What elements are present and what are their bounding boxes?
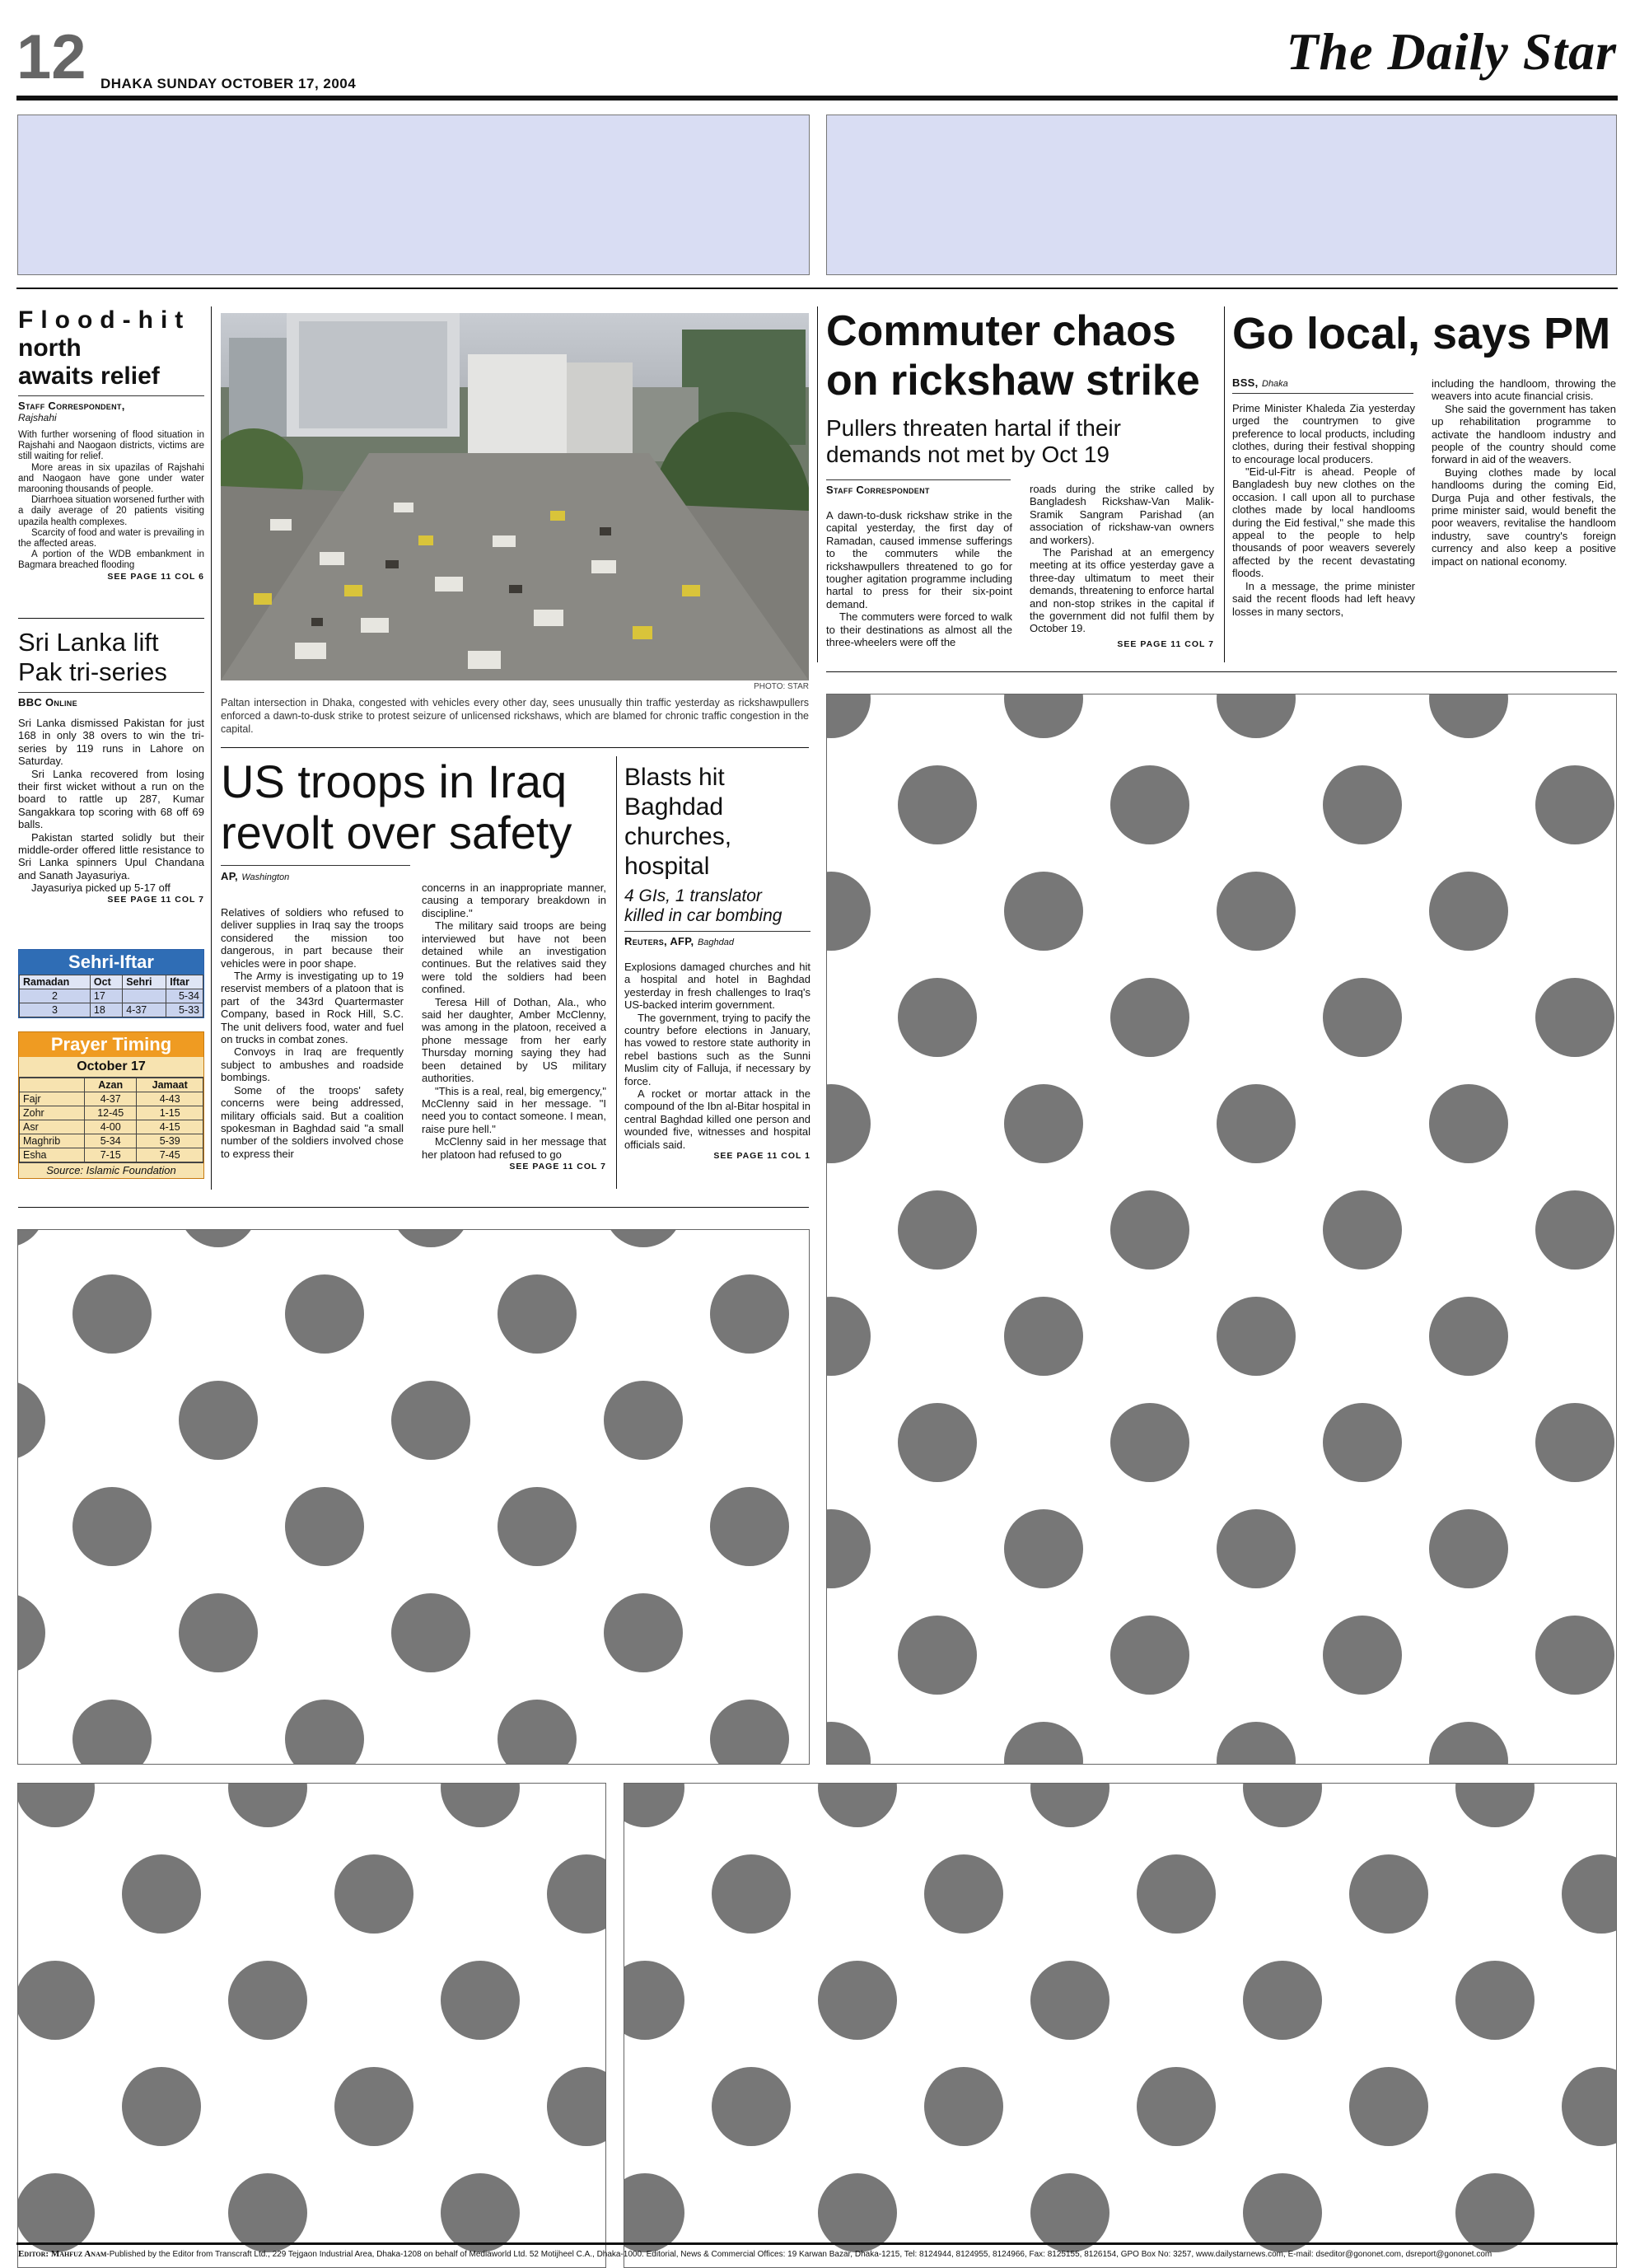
pm-column-2	[1432, 377, 1616, 568]
prayer-source: Source: Islamic Foundation	[19, 1162, 203, 1178]
cricket-story	[18, 628, 204, 905]
baghdad-place: Baghdad	[697, 938, 734, 947]
flood-headline-2: awaits relief	[18, 362, 160, 390]
divider	[221, 747, 809, 748]
flood-kicker: Flood-hit	[18, 306, 191, 334]
newspaper-logo: The Daily Star	[1286, 22, 1617, 81]
cricket-paragraph: Jayasuriya picked up 5-17 off	[31, 881, 171, 895]
table-header	[20, 1078, 85, 1092]
baghdad-paragraph: The government, trying to pacify the country before elections in January, has vowed to restore state authority in rebel bastions such as the Sunni Muslim city of Falluja, if necessary by force.	[624, 1011, 810, 1087]
table-cell: 5-34	[166, 989, 203, 1003]
table-cell: Asr	[20, 1120, 85, 1134]
iraq-headline-2: revolt over safety	[221, 807, 572, 858]
divider	[826, 671, 1617, 672]
cricket-headline-1: Sri Lanka lift	[18, 628, 159, 657]
footer-rule	[16, 2242, 1618, 2245]
pm-paragraph: including the handloom, throwing the weavers into acute financial crisis.	[1432, 377, 1616, 403]
ad-placeholder-right-large	[826, 694, 1617, 1765]
column-divider	[211, 306, 212, 1190]
column-divider	[1224, 306, 1225, 662]
column-divider	[817, 306, 818, 662]
traffic-photo-image	[221, 313, 809, 680]
table-cell: Zohr	[20, 1106, 85, 1120]
pm-paragraph: "Eid-ul-Fitr is ahead. People of Bangladesh buy new clothes on the occasion. I call upon all to purchase clothes made by local handlooms during the Eid festival," she made this appeal to the people to help thousands of poor weavers severely affected by the recent devastating floods.	[1232, 465, 1415, 580]
table-row	[20, 989, 203, 1003]
baghdad-headline-1: Blasts hit	[624, 764, 725, 791]
table-header: Ramadan	[20, 975, 91, 989]
commuter-jump: SEE PAGE 11 COL 7	[1117, 638, 1214, 649]
table-cell: Fajr	[20, 1092, 85, 1106]
iraq-paragraph: The military said troops are being interviewed but have not been detained while an investigation continues. But the relatives said they were told the soldiers had been confined.	[422, 919, 606, 996]
iraq-paragraph: Some of the troops' safety concerns were being addressed, military officials said. But a coalition spokesman in Baghdad said "a small number of the soldiers involved chose to express their	[221, 1083, 404, 1160]
table-row	[20, 1134, 203, 1148]
iraq-byline: AP,	[221, 870, 238, 882]
baghdad-deck-2: killed in car bombing	[624, 906, 782, 925]
table-cell: 7-45	[137, 1148, 203, 1162]
cricket-paragraph: Sri Lanka dismissed Pakistan for just 168 in only 38 overs to win the tri-series by 119 runs in Lahore on Saturday.	[18, 717, 204, 768]
table-cell: 4-43	[137, 1092, 203, 1106]
cricket-paragraph: Sri Lanka recovered from losing their first wicket without a run on the board to rattle up 287, Kumar Sangakkara top scoring with 68 off 69 balls.	[18, 767, 204, 831]
commuter-paragraph: roads during the strike called by Bangladesh Rickshaw-Van Malik-Sramik Sangram Parishad (an association of rickshaw-van owners and workers).	[1030, 483, 1214, 546]
flood-byline: Staff Correspondent,	[18, 400, 125, 412]
iraq-column-2	[422, 881, 606, 1173]
table-row	[20, 1148, 203, 1162]
traffic-photo	[221, 313, 809, 680]
flood-place: Rajshahi	[18, 412, 57, 423]
iraq-paragraph: Convoys in Iraq are frequently subject to ambushes and roadside bombings.	[221, 1045, 404, 1084]
baghdad-paragraph: A rocket or mortar attack in the compound of the Ibn al-Bitar hospital in central Baghdad killed one person and wounded five, witnesses and hospital officials said.	[624, 1087, 810, 1151]
pm-headline: Go local, says PM	[1232, 309, 1611, 358]
flood-paragraph: Diarrhoea situation worsened further with a daily average of 20 patients visiting upazila health complexes.	[18, 495, 204, 527]
table-header: Sehri	[123, 975, 166, 989]
column-divider	[616, 756, 617, 1189]
baghdad-byline: Reuters, AFP,	[624, 935, 694, 947]
baghdad-headline-3: churches,	[624, 823, 732, 850]
pm-place: Dhaka	[1262, 379, 1288, 389]
iraq-paragraph: The Army is investigating up to 19 reservist members of a platoon that is part of the 343rd Quartermaster Company, based in Rock Hill, S.C. The unit delivers food, water and fuel on trucks in combat zones.	[221, 970, 404, 1046]
section-rule	[16, 288, 1618, 289]
table-cell: 4-37	[85, 1092, 137, 1106]
iraq-paragraph: McClenny said in her message that her platoon had refused to go	[422, 1135, 606, 1161]
table-cell: 18	[90, 1003, 122, 1017]
commuter-byline: Staff Correspondent	[826, 484, 930, 496]
photo-caption: Paltan intersection in Dhaka, congested with vehicles every other day, sees unusually thin traffic yesterday as rickshawpullers enforced a dawn-to-dusk strike to protest seizure of unlicensed rickshaws, which are blamed for chronic traffic congestion in the capital.	[221, 697, 809, 735]
commuter-paragraph: The commuters were forced to walk to their destinations as almost all the three-wheelers were off the	[826, 610, 1012, 649]
flood-paragraph: With further worsening of flood situation in Rajshahi and Naogaon districts, victims are still waiting for relief.	[18, 430, 204, 462]
pm-paragraph: She said the government has taken up rehabilitation programme to activate the handloom industry and people of the country should come forward in aid of the weavers.	[1432, 402, 1616, 466]
table-cell	[123, 989, 166, 1003]
polka-dot-pattern	[18, 1230, 809, 1764]
polka-dot-pattern	[624, 1784, 1616, 2267]
baghdad-headline-2: Baghdad	[624, 793, 724, 821]
commuter-column-1	[826, 509, 1012, 648]
baghdad-deck-1: 4 GIs, 1 translator	[624, 886, 762, 905]
commuter-story	[826, 306, 1218, 468]
pm-byline-block	[1232, 376, 1413, 394]
masthead-rule	[16, 96, 1618, 101]
table-row	[20, 1120, 203, 1134]
commuter-paragraph: A dawn-to-dusk rickshaw strike in the capital yesterday, the first day of Ramadan, caused immense sufferings to the commuters while the rickshawpullers threatened to go for tougher agitation programme including hartal to press for their six-point demand.	[826, 509, 1012, 610]
commuter-deck-1: Pullers threaten hartal if their	[826, 415, 1121, 441]
table-cell: 2	[20, 989, 91, 1003]
baghdad-story	[624, 763, 810, 1161]
pm-paragraph: Buying clothes made by local handlooms during the coming Eid, Durga Puja and other festivals, the prime minister said, would benefit the poor weavers, revitalise the handloom industry, save country's foreign currency and also keep a positive impact on national economy.	[1432, 465, 1616, 568]
ad-banner-right	[826, 115, 1617, 275]
table-cell: 5-33	[166, 1003, 203, 1017]
flood-headline-1: north	[18, 334, 82, 362]
pm-byline: BSS,	[1232, 376, 1259, 389]
divider	[18, 618, 204, 619]
prayer-title: Prayer Timing	[19, 1032, 203, 1057]
page-number: 12	[16, 22, 86, 92]
commuter-headline-1: Commuter chaos	[826, 307, 1176, 355]
table-cell: 3	[20, 1003, 91, 1017]
prayer-date: October 17	[19, 1057, 203, 1078]
footer-imprint	[18, 2249, 1616, 2260]
iraq-paragraph: "This is a real, real, big emergency," McClenny said in her message. "I need you to contact someone. I mean, raise pure hell."	[422, 1084, 606, 1135]
divider	[18, 1207, 809, 1208]
iraq-paragraph: Relatives of soldiers who refused to deliver supplies in Iraq say the troops considered the mission too dangerous, in part because their vehicles were in poor shape.	[221, 906, 404, 970]
pm-column-1	[1232, 402, 1415, 618]
table-header: Iftar	[166, 975, 203, 989]
commuter-deck-2: demands not met by Oct 19	[826, 442, 1109, 467]
polka-dot-pattern	[18, 1784, 605, 2267]
table-cell: 4-15	[137, 1120, 203, 1134]
flood-paragraph: A portion of the WDB embankment in Bagmara breached flooding	[18, 549, 204, 571]
table-cell: 5-34	[85, 1134, 137, 1148]
iraq-place: Washington	[241, 872, 290, 882]
photo-credit: PHOTO: STAR	[754, 682, 809, 691]
table-row	[20, 1003, 203, 1017]
iraq-story	[221, 756, 608, 884]
sehri-iftar-title: Sehri-Iftar	[19, 950, 203, 975]
table-header: Oct	[90, 975, 122, 989]
dateline: DHAKA SUNDAY OCTOBER 17, 2004	[100, 76, 357, 91]
ad-placeholder-bottom-right	[624, 1783, 1617, 2268]
sehri-iftar-table	[19, 975, 203, 1017]
flood-story	[18, 306, 204, 582]
pm-paragraph: Prime Minister Khaleda Zia yesterday urged the countrymen to give preference to local products, including clothes, during their festival shopping to encourage local producers.	[1232, 402, 1415, 465]
table-header: Azan	[85, 1078, 137, 1092]
iraq-paragraph: concerns in an inappropriate manner, causing a temporary breakdown in discipline."	[422, 881, 606, 919]
footer-editor: Editor: Mahfuz Anam	[18, 2249, 107, 2259]
table-cell: Esha	[20, 1148, 85, 1162]
iraq-headline-1: US troops in Iraq	[221, 755, 568, 807]
baghdad-headline-4: hospital	[624, 853, 710, 880]
polka-dot-pattern	[827, 694, 1616, 1764]
baghdad-jump: SEE PAGE 11 COL 1	[713, 1151, 810, 1162]
commuter-column-2	[1030, 483, 1214, 651]
cricket-paragraph: Pakistan started solidly but their middle-order offered little resistance to Sri Lanka spinners Upul Chandana and Sanath Jayasuriya.	[18, 830, 204, 881]
iraq-paragraph: Teresa Hill of Dothan, Ala., who said her daughter, Amber McClenny, was among in the platoon, received a phone message from her early Thursday morning saying they had been detained by US military authorities.	[422, 995, 606, 1085]
table-cell: 4-37	[123, 1003, 166, 1017]
prayer-table	[19, 1078, 203, 1162]
cricket-byline: BBC Online	[18, 696, 77, 708]
cricket-jump: SEE PAGE 11 COL 7	[107, 894, 204, 905]
table-cell: 5-39	[137, 1134, 203, 1148]
table-header: Jamaat	[137, 1078, 203, 1092]
table-row	[20, 1106, 203, 1120]
table-cell: 1-15	[137, 1106, 203, 1120]
ad-placeholder-bottom-left	[17, 1783, 606, 2268]
iraq-column-1	[221, 906, 404, 1160]
commuter-paragraph: The Parishad at an emergency meeting at its office yesterday gave a three-day ultimatum to meet their demands, threatening to enforce hartal and non-stop strikes in the capital if the government did not fulfil them by October 19.	[1030, 546, 1214, 635]
flood-jump: SEE PAGE 11 COL 6	[107, 571, 204, 582]
commuter-headline-2: on rickshaw strike	[826, 357, 1200, 404]
table-cell: Maghrib	[20, 1134, 85, 1148]
flood-paragraph: Scarcity of food and water is prevailing in the affected areas.	[18, 527, 204, 549]
iraq-jump: SEE PAGE 11 COL 7	[509, 1161, 606, 1171]
pm-paragraph: In a message, the prime minister said the recent floods had left heavy losses in many sectors,	[1232, 579, 1415, 618]
table-cell: 7-15	[85, 1148, 137, 1162]
ad-banner-left	[17, 115, 810, 275]
footer-text: -Published by the Editor from Transcraft Ltd., 229 Tejgaon Industrial Area, Dhaka-1208 on behalf of Mediaworld Ltd. 52 Motijheel C.A., Dhaka-1000. Editorial, News & Commercial Offices: 19 Karwan Bazar, Dhaka-1215, Tel: 8124944, 8124955, 8124966, Fax: 8125155, 8126154, GPO Box No: 3257, www.dailystarnews.com, E-mail: dseditor@gononet.com, dsreport@gononet.com	[106, 2250, 1493, 2259]
table-row	[20, 1092, 203, 1106]
baghdad-paragraph: Explosions damaged churches and hit a hospital and hotel in Baghdad yesterday in fresh challenges to Iraq's US-backed interim government.	[624, 961, 810, 1012]
commuter-byline-block	[826, 479, 1011, 496]
table-cell: 17	[90, 989, 122, 1003]
prayer-timing-box	[18, 1031, 204, 1179]
table-cell: 12-45	[85, 1106, 137, 1120]
sehri-iftar-box	[18, 949, 204, 1018]
table-cell: 4-00	[85, 1120, 137, 1134]
flood-paragraph: More areas in six upazilas of Rajshahi and Naogaon have gone under water marooning thousands of people.	[18, 462, 204, 495]
ad-placeholder-left-middle	[17, 1229, 810, 1765]
cricket-headline-2: Pak tri-series	[18, 657, 167, 686]
